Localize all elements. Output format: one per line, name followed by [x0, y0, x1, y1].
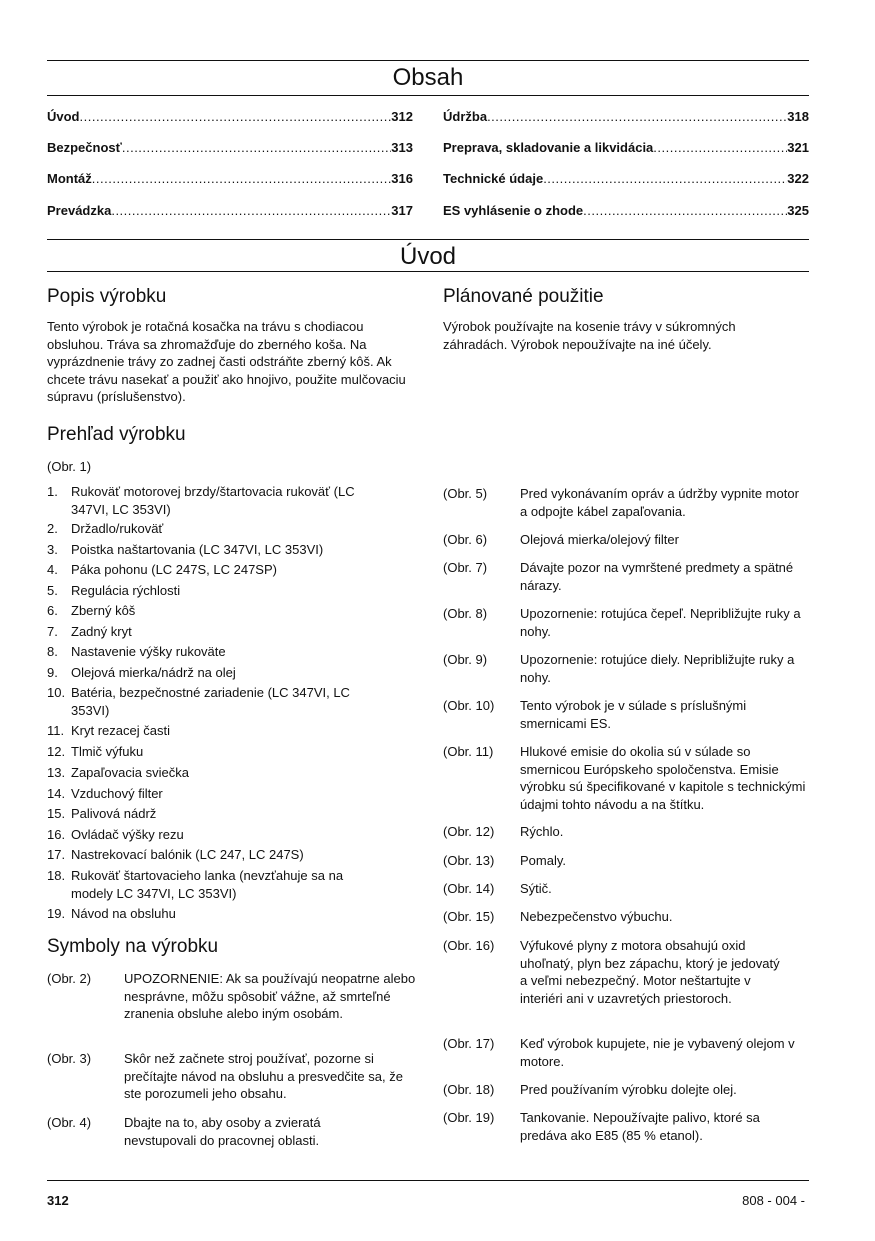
list-item — [47, 483, 387, 518]
toc-entry-title: Technické údaje — [443, 171, 544, 186]
symbol-description: Skôr než začnete stroj používať, pozorne si prečítajte návod na obsluhu a presvedčite sa, že ste porozumeli jeho obsahu. — [124, 1051, 403, 1101]
toc-entry-page: 313 — [391, 140, 413, 155]
toc-entry[interactable] — [443, 109, 809, 125]
symbol-entry — [47, 1114, 417, 1149]
toc-leader — [111, 203, 391, 219]
symbol-description: Rýchlo. — [520, 824, 564, 839]
toc-entry-title: Preprava, skladovanie a likvidácia — [443, 140, 654, 155]
list-item-text: Batéria, bezpečnostné zariadenie (LC 347VI, LC 353VI) — [71, 685, 350, 718]
list-item-text: Nastrekovací balónik (LC 247, LC 247S) — [71, 847, 304, 862]
list-item — [47, 905, 387, 923]
symbol-entry — [443, 937, 809, 1007]
symbol-description: Upozornenie: rotujúca čepeľ. Nepribližujte ruky a nohy. — [520, 606, 801, 639]
symbol-entry — [443, 1081, 809, 1099]
description-text: Tento výrobok je rotačná kosačka na trávu s chodiacou obsluhou. Tráva sa zhromažďuje do zberného koša. Na vyprázdnenie trávy zo zadnej časti odstráňte zberný kôš. Ak chcete trávu nasekať a použiť ako hnojivo, použite mulčovaciu súpravu (príslušenstvo). — [47, 319, 406, 404]
toc-leader — [92, 171, 392, 187]
toc-entry[interactable] — [47, 109, 413, 125]
list-item-text: Rukoväť štartovacieho lanka (nevzťahuje sa na modely LC 347VI, LC 353VI) — [71, 868, 344, 901]
symbol-entry — [443, 651, 809, 686]
list-item-number: 9. — [47, 664, 58, 680]
symbol-figure-ref: (Obr. 12) — [443, 824, 495, 839]
list-item — [47, 520, 387, 538]
toc-title: Obsah — [392, 64, 464, 91]
toc-entry[interactable] — [47, 140, 413, 156]
symbol-figure-ref: (Obr. 5) — [443, 486, 488, 501]
list-item-number: 11. — [47, 723, 65, 738]
toc-leader — [653, 140, 787, 156]
toc-leader — [122, 140, 391, 156]
symbol-description: Hlukové emisie do okolia sú v súlade so smernicou Európskeho spoločenstva. Emisie výrobku sú špecifikované v kapitole s technickými údajmi tohto návodu a na štítku. — [520, 744, 806, 812]
symbol-figure-ref: (Obr. 11) — [443, 744, 494, 759]
symbol-entry — [443, 531, 809, 549]
toc-leader — [543, 171, 787, 187]
symbol-entry — [443, 908, 809, 926]
list-item-number: 4. — [47, 562, 58, 577]
toc-entry[interactable] — [443, 171, 809, 187]
list-item-text: Tlmič výfuku — [71, 744, 144, 759]
list-item — [47, 561, 387, 579]
list-item-number: 15. — [47, 806, 66, 821]
toc-title-rule — [47, 95, 809, 96]
list-item — [47, 664, 387, 682]
list-item-number: 14. — [47, 785, 66, 801]
intended-use-heading: Plánované použitie — [443, 286, 604, 307]
symbol-figure-ref: (Obr. 9) — [443, 652, 488, 667]
list-item-number: 19. — [47, 906, 66, 921]
toc-entry[interactable] — [443, 140, 809, 156]
symbol-figure-ref: (Obr. 18) — [443, 1082, 495, 1097]
symbol-figure-ref: (Obr. 8) — [443, 606, 488, 621]
symbol-description: Pomaly. — [520, 853, 566, 868]
symbol-entry — [443, 1035, 809, 1070]
list-item-number: 18. — [47, 868, 66, 883]
list-item-number: 1. — [47, 484, 58, 499]
toc-entry-page: 317 — [391, 203, 413, 218]
toc-entry-title: Údržba — [443, 109, 488, 124]
symbol-description: UPOZORNENIE: Ak sa používajú neopatrne alebo nesprávne, môžu spôsobiť vážne, až smrteľné zranenia obsluhe alebo iným osobám. — [124, 971, 416, 1021]
symbol-description: Pred vykonávaním opráv a údržby vypnite motor a odpojte kábel zapaľovania. — [520, 486, 799, 519]
symbol-description: Olejová mierka/olejový filter — [520, 532, 679, 547]
list-item-number: 13. — [47, 765, 66, 780]
toc-entry-page: 316 — [391, 171, 413, 186]
symbol-figure-ref: (Obr. 13) — [443, 853, 495, 868]
toc-leader — [487, 109, 787, 125]
symbol-entry — [443, 605, 809, 640]
overview-heading: Prehľad výrobku — [47, 424, 186, 445]
intro-top-rule — [47, 239, 809, 240]
toc-entry-page: 321 — [787, 140, 809, 155]
toc-entry-page: 312 — [391, 109, 413, 124]
list-item-number: 2. — [47, 521, 58, 536]
doc-code: 808 - 004 - — [742, 1193, 805, 1208]
symbol-description: Upozornenie: rotujúce diely. Nepribližujte ruky a nohy. — [520, 652, 795, 685]
list-item — [47, 623, 387, 641]
symbol-figure-ref: (Obr. 7) — [443, 560, 488, 575]
symbol-entry — [443, 823, 809, 841]
intro-title-rule — [47, 271, 809, 272]
description-heading: Popis výrobku — [47, 286, 167, 307]
symbol-entry — [47, 970, 417, 1023]
list-item-number: 6. — [47, 603, 58, 618]
toc-entry-page: 325 — [787, 203, 809, 218]
symbol-description: Pred používaním výrobku dolejte olej. — [520, 1082, 737, 1097]
toc-entry-page: 318 — [787, 109, 809, 124]
symbol-description: Dbajte na to, aby osoby a zvieratá nevstupovali do pracovnej oblasti. — [124, 1115, 321, 1148]
symbol-figure-ref: (Obr. 6) — [443, 532, 488, 547]
toc-entry-title: Bezpečnosť — [47, 140, 122, 155]
list-item — [47, 867, 387, 902]
list-item-text: Zberný kôš — [71, 603, 136, 618]
list-item-text: Olejová mierka/nádrž na olej — [71, 664, 236, 680]
toc-leader — [583, 203, 787, 219]
symbol-description: Nebezpečenstvo výbuchu. — [520, 909, 673, 924]
intended-use-text: Výrobok používajte na kosenie trávy v súkromných záhradách. Výrobok nepoužívajte na iné účely. — [443, 319, 736, 352]
symbol-figure-ref: (Obr. 4) — [47, 1115, 92, 1130]
symbol-entry — [47, 1050, 417, 1103]
symbol-entry — [443, 485, 809, 520]
symbol-description: Tento výrobok je v súlade s príslušnými smernicami ES. — [520, 698, 747, 731]
list-item-text: Palivová nádrž — [71, 806, 157, 821]
list-item — [47, 722, 387, 740]
symbol-entry — [443, 559, 809, 594]
list-item — [47, 582, 387, 600]
footer-rule — [47, 1180, 809, 1181]
list-item — [47, 643, 387, 661]
symbol-entry — [443, 697, 809, 732]
list-item-text: Kryt rezacej časti — [71, 723, 170, 738]
list-item-number: 16. — [47, 826, 66, 842]
list-item — [47, 541, 387, 559]
symbol-figure-ref: (Obr. 10) — [443, 698, 495, 713]
list-item-text: Ovládač výšky rezu — [71, 826, 184, 842]
list-item-number: 12. — [47, 744, 66, 759]
symbol-entry — [443, 743, 809, 813]
list-item-text: Rukoväť motorovej brzdy/štartovacia rukoväť (LC 347VI, LC 353VI) — [71, 484, 355, 517]
list-item — [47, 684, 387, 719]
list-item — [47, 602, 387, 620]
list-item-number: 8. — [47, 644, 58, 659]
toc-entry[interactable] — [47, 171, 413, 187]
list-item-text: Zadný kryt — [71, 623, 132, 639]
toc-entry-title: Úvod — [47, 109, 80, 124]
list-item-text: Návod na obsluhu — [71, 906, 176, 921]
symbol-entry — [443, 880, 809, 898]
list-item-text: Nastavenie výšky rukoväte — [71, 644, 226, 659]
list-item-text: Držadlo/rukoväť — [71, 521, 164, 536]
list-item — [47, 764, 387, 782]
toc-entry-page: 322 — [787, 171, 809, 186]
list-item — [47, 785, 387, 803]
symbol-description: Keď výrobok kupujete, nie je vybavený olejom v motore. — [520, 1036, 795, 1069]
symbol-entry — [443, 1109, 809, 1144]
toc-entry-title: Montáž — [47, 171, 92, 186]
list-item — [47, 805, 387, 823]
symbols-heading: Symboly na výrobku — [47, 936, 219, 957]
list-item — [47, 846, 387, 864]
symbol-description: Tankovanie. Nepoužívajte palivo, ktoré sa predáva ako E85 (85 % etanol). — [520, 1110, 760, 1143]
list-item-text: Poistka naštartovania (LC 347VI, LC 353VI) — [71, 541, 324, 557]
symbol-figure-ref: (Obr. 19) — [443, 1110, 495, 1125]
toc-entry-title: ES vyhlásenie o zhode — [443, 203, 584, 218]
list-item-number: 3. — [47, 541, 58, 557]
top-rule — [47, 60, 809, 61]
list-item-text: Regulácia rýchlosti — [71, 582, 181, 598]
symbol-figure-ref: (Obr. 14) — [443, 881, 495, 896]
toc-entry[interactable] — [443, 203, 809, 219]
symbol-description: Sýtič. — [520, 881, 552, 896]
symbol-figure-ref: (Obr. 16) — [443, 938, 495, 953]
symbol-description: Výfukové plyny z motora obsahujú oxid uhoľnatý, plyn bez zápachu, ktorý je jedovatý a veľmi nebezpečný. Motor neštartujte v interiéri ani v uzavretých priestoroch. — [520, 938, 780, 1006]
symbol-figure-ref: (Obr. 2) — [47, 971, 92, 986]
list-item-number: 10. — [47, 685, 66, 700]
list-item-text: Vzduchový filter — [71, 785, 163, 801]
list-item — [47, 826, 387, 844]
list-item-number: 5. — [47, 582, 58, 598]
list-item — [47, 743, 387, 761]
list-item-number: 17. — [47, 847, 66, 862]
symbol-figure-ref: (Obr. 15) — [443, 909, 495, 924]
overview-figure-ref: (Obr. 1) — [47, 459, 92, 474]
list-item-number: 7. — [47, 623, 58, 639]
symbol-description: Dávajte pozor na vymrštené predmety a spätné nárazy. — [520, 560, 794, 593]
symbol-figure-ref: (Obr. 17) — [443, 1036, 495, 1051]
toc-leader — [80, 109, 392, 125]
list-item-text: Zapaľovacia sviečka — [71, 765, 189, 780]
intro-title: Úvod — [399, 243, 457, 270]
page-number: 312 — [47, 1193, 69, 1208]
symbol-entry — [443, 852, 809, 870]
list-item-text: Páka pohonu (LC 247S, LC 247SP) — [71, 562, 277, 577]
toc-entry[interactable] — [47, 203, 413, 219]
symbol-figure-ref: (Obr. 3) — [47, 1051, 92, 1066]
toc-entry-title: Prevádzka — [47, 203, 112, 218]
